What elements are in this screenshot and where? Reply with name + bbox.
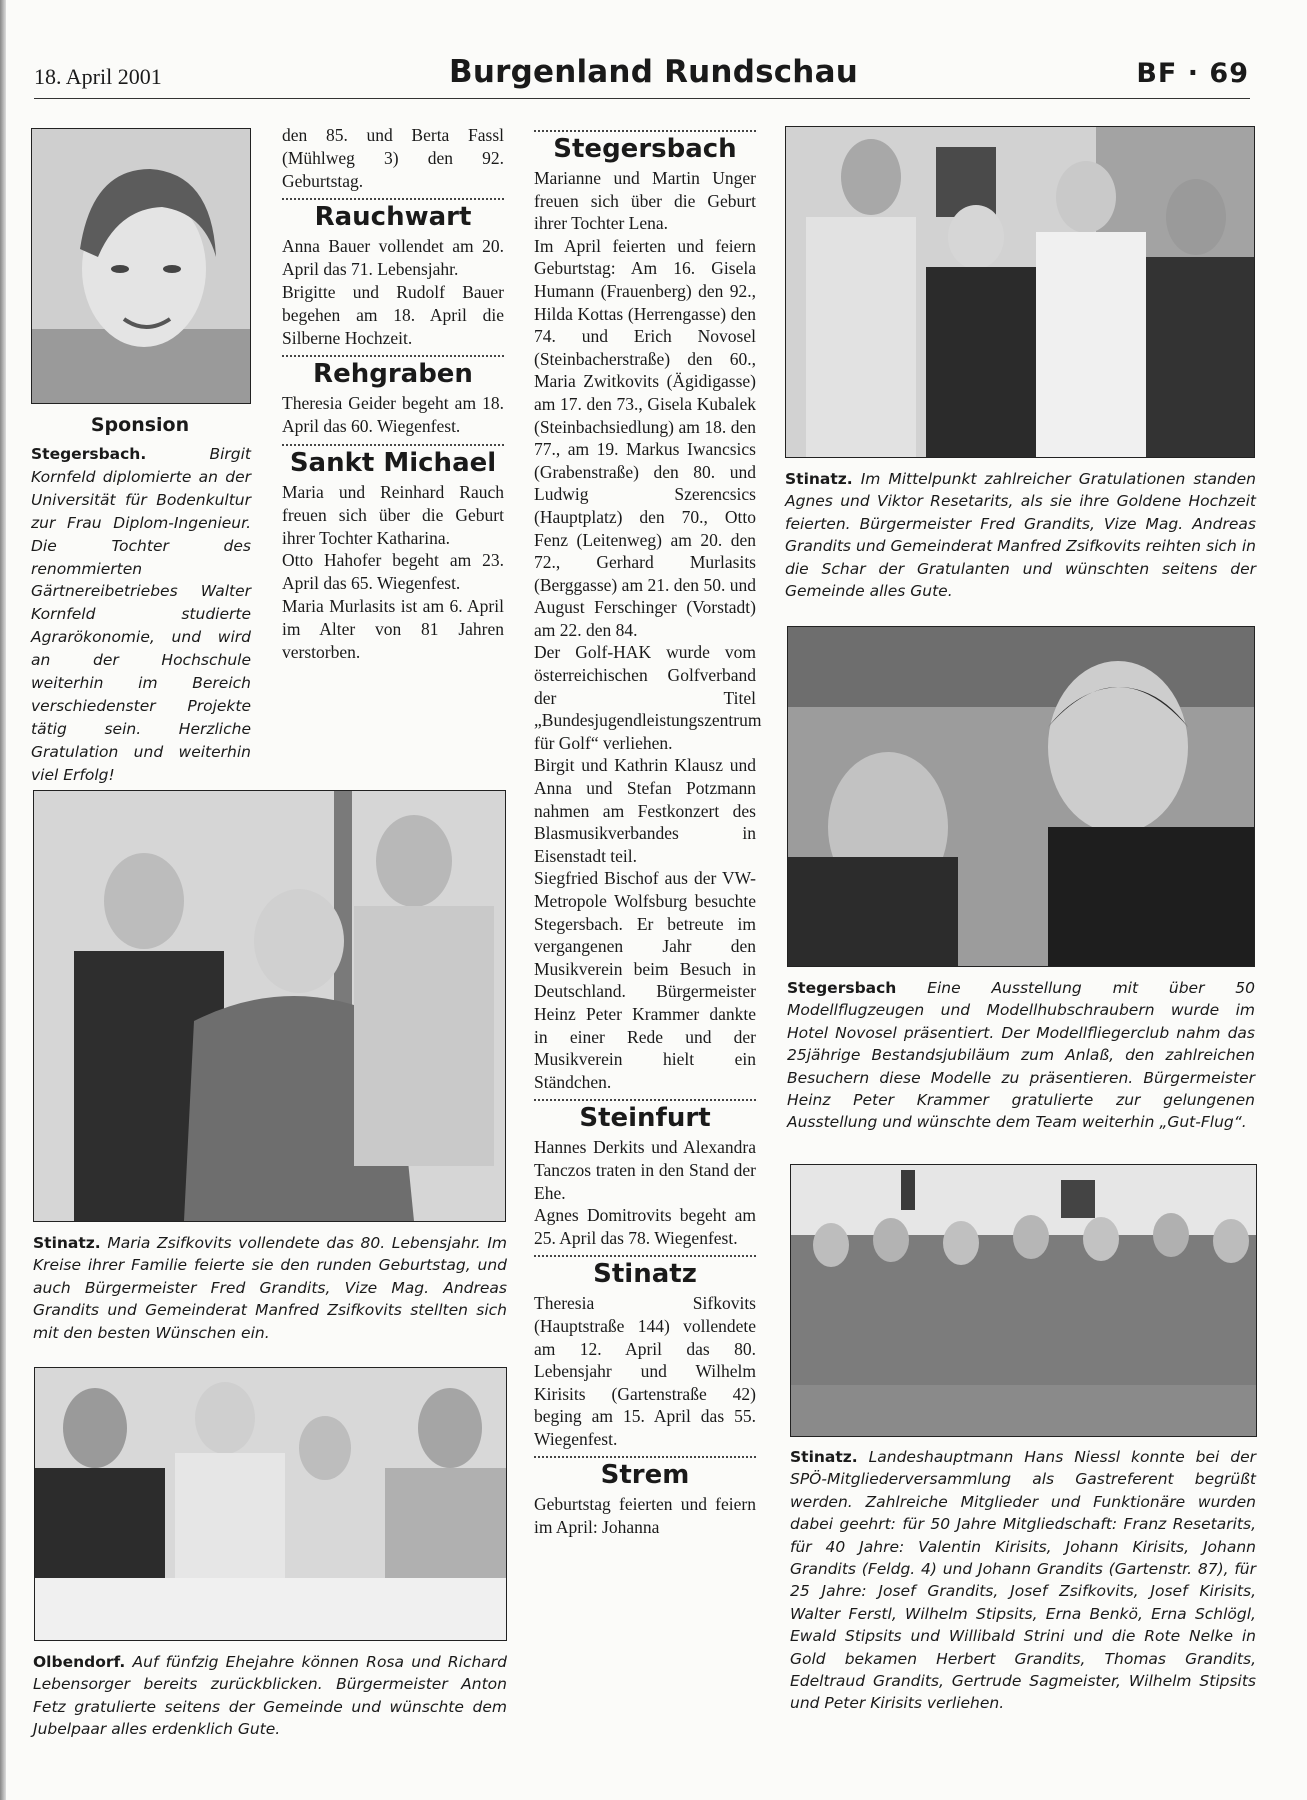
portrait-photo — [31, 128, 251, 404]
divider — [534, 1099, 756, 1101]
modellflug-photo — [787, 626, 1255, 967]
stegersbach-heading: Stegersbach — [553, 134, 737, 164]
col2-intro: den 85. und Berta Fassl (Mühlweg 3) den 92. Geburtstag. — [282, 125, 504, 191]
stegersbach-item: Der Golf-HAK wurde vom österreichischen Golfverband der Titel „Bundesjugendleistungszentrum für Golf“ verliehen. — [534, 642, 762, 753]
goldene-hochzeit-photo — [785, 126, 1255, 458]
divider — [534, 1456, 756, 1458]
stinatz-item: Theresia Sifkovits (Hauptstraße 144) vollendete am 12. April das 80. Lebensjahr und Wilhelm Kirisits (Gartenstraße 42) beging am 15. April das 55. Wiegenfest. — [534, 1293, 756, 1449]
sponsion-article — [31, 443, 251, 787]
stegersbach-item: Birgit und Kathrin Klausz und Anna und Stefan Potzmann nahmen am Festkonzert des Blasmusikverbandes in Eisenstadt teil. — [534, 755, 756, 866]
birthday-caption — [33, 1232, 507, 1344]
modellflug-caption — [787, 977, 1255, 1134]
golden-couple-caption-text: Auf fünfzig Ehejahre können Rosa und Richard Lebensorger bereits zurückblicken. Bürgermeister Anton Fetz gratulierte seitens der Gemeinde und wünschte dem Jubelpaar alles erdenklich Gute. — [33, 1653, 507, 1739]
spoe-versammlung-caption-place: Stinatz. — [790, 1448, 858, 1466]
page-number: BF · 69 — [1136, 58, 1249, 89]
sankt-michael-item: Maria Murlasits ist am 6. April im Alter von 81 Jahren verstorben. — [282, 595, 504, 662]
steinfurt-item: Hannes Derkits und Alexandra Tanczos traten in den Stand der Ehe. — [534, 1137, 756, 1203]
issue-date: 18. April 2001 — [34, 64, 162, 89]
sankt-michael-item: Maria und Reinhard Rauch freuen sich über die Geburt ihrer Tochter Katharina. — [282, 481, 504, 548]
golden-couple-photo — [34, 1367, 507, 1641]
birthday-caption-place: Stinatz. — [33, 1234, 101, 1252]
birthday-family-photo — [33, 790, 506, 1222]
rauchwart-item: Anna Bauer vollendet am 20. April das 71. Lebensjahr. — [282, 236, 504, 280]
divider — [282, 444, 504, 446]
modellflug-caption-place: Stegersbach — [787, 979, 897, 997]
rauchwart-item: Brigitte und Rudolf Bauer begehen am 18. April die Silberne Hochzeit. — [282, 281, 504, 348]
modellflug-caption-text: Eine Ausstellung mit über 50 Modellflugzeugen und Modellhubschraubern wurde im Hotel Novosel präsentiert. Der Modellfliegerclub nahm das 25jährige Bestandsjubiläum zum Anlaß, den zahlreichen Besuchern diese Modelle zu präsentieren. Bürgermeister Heinz Peter Krammer gratulierte zur gelungenen Ausstellung und wünschte dem Team weiterhin „Gut-Flug“. — [787, 979, 1255, 1132]
news-column-2 — [282, 124, 504, 663]
newspaper-title: Burgenland Rundschau — [449, 54, 858, 90]
sankt-michael-heading: Sankt Michael — [289, 447, 497, 478]
stegersbach-item: Im April feierten und feiern Geburtstag: Am 16. Gisela Humann (Frauenberg) den 92., Hilda Kottas (Herrengasse) den 74. und Erich Novosel (Steinbacherstraße) den 60., Maria Zwitkovits (Ägidigasse) am 17. den 73., Gisela Kubalek (Steinbachsiedlung) am 18. den 77., am 19. Markus Iwancsics (Grabenstraße) den 80. und Ludwig Szerencsics (Hauptplatz) den 70., Otto Fenz (Leitenweg) am 20. den 72., Gerhard Murlasits (Berggasse) am 21. den 50. und August Ferschinger (Vorstadt) am 22. den 84. — [534, 235, 756, 640]
divider — [282, 355, 504, 357]
spoe-versammlung-caption-text: Landeshauptmann Hans Niessl konnte bei der SPÖ-Mitgliederversammlung als Gastreferent begrüßt werden. Zahlreiche Mitglieder und Funktionäre wurden dabei geehrt: für 50 Jahre Mitgliedschaft: Franz Resetarits, für 40 Jahre: Valentin Kirisits, Johann Kirisits, Johann Grandits (Feldg. 4) und Johann Grandits (Gartenstr. 87), für 25 Jahre: Josef Grandits, Josef Zsifkovits, Josef Kirisits, Walter Ferstl, Wilhelm Stipsits, Erna Benkö, Erna Schlögl, Ewald Stipsits und Willibald Strini und die Rote Nelke in Gold bekamen Herbert Grandits, Thomas Grandits, Edeltraud Grandits, Gertrude Sagmeister, Wilhelm Stipsits und Peter Kirisits verliehen. — [790, 1448, 1256, 1713]
goldene-hochzeit-caption-text: Im Mittelpunkt zahlreicher Gratulationen standen Agnes und Viktor Resetarits, als sie ihre Goldene Hochzeit feierten. Bürgermeister Fred Grandits, Vize Mag. Andreas Grandits und Gemeinderat Manfred Zsifkovits reihten sich in die Schar der Gratulanten und wünschten seitens der Gemeinde alles Gute. — [785, 470, 1257, 601]
sponsion-heading: Sponsion — [90, 414, 190, 436]
sponsion-text: Birgit Kornfeld diplomierte an der Universität für Bodenkultur zur Frau Diplom-Ingenieur. Die Tochter des renommierten Gärtnereibetriebes Walter Kornfeld studierte Agrarökonomie, und wird an der Hochschule weiterhin im Bereich verschiedenster Projekte tätig sein. Herzliche Gratulation und weiterhin viel Erfolg! — [31, 445, 251, 784]
sponsion-place: Stegersbach. — [31, 445, 147, 463]
rehgraben-heading: Rehgraben — [313, 359, 473, 390]
steinfurt-heading: Steinfurt — [579, 1103, 711, 1134]
news-column-3 — [534, 124, 762, 1539]
rehgraben-item: Theresia Geider begeht am 18. April das 60. Wiegenfest. — [282, 393, 504, 437]
goldene-hochzeit-caption — [785, 468, 1256, 602]
stegersbach-item: Siegfried Bischof aus der VW-Metropole Wolfsburg besuchte Stegersbach. Er betreute im vergangenen Jahr den Musikverein beim Besuch in Deutschland. Bürgermeister Heinz Peter Krammer dankte in einer Rede und der Musikverein hielt ein Ständchen. — [534, 868, 756, 1092]
divider — [534, 1255, 756, 1257]
sankt-michael-item: Otto Hahofer begeht am 23. April das 65. Wiegenfest. — [282, 550, 504, 594]
strem-item: Geburtstag feierten und feiern im April: Johanna — [534, 1494, 756, 1538]
golden-couple-caption-place: Olbendorf. — [33, 1653, 126, 1671]
golden-couple-caption — [33, 1651, 507, 1741]
spoe-versammlung-photo — [790, 1164, 1257, 1437]
divider — [534, 130, 756, 132]
scan-edge — [0, 0, 6, 1800]
stegersbach-item: Marianne und Martin Unger freuen sich über die Geburt ihrer Tochter Lena. — [534, 168, 756, 234]
divider — [282, 198, 504, 200]
rauchwart-heading: Rauchwart — [314, 202, 472, 233]
steinfurt-item: Agnes Domitrovits begeht am 25. April das 78. Wiegenfest. — [534, 1205, 756, 1248]
goldene-hochzeit-caption-place: Stinatz. — [785, 470, 853, 488]
stinatz-heading: Stinatz — [593, 1259, 697, 1290]
header-rule — [34, 98, 1250, 99]
spoe-versammlung-caption — [790, 1446, 1256, 1715]
strem-heading: Strem — [600, 1460, 690, 1491]
birthday-caption-text: Maria Zsifkovits vollendete das 80. Lebensjahr. Im Kreise ihrer Familie feierte sie den runden Geburtstag, und auch Bürgermeister Fred Grandits, Vize Mag. Andreas Grandits und Gemeinderat Manfred Zsifkovits stellten sich mit den besten Wünschen ein. — [33, 1234, 507, 1342]
